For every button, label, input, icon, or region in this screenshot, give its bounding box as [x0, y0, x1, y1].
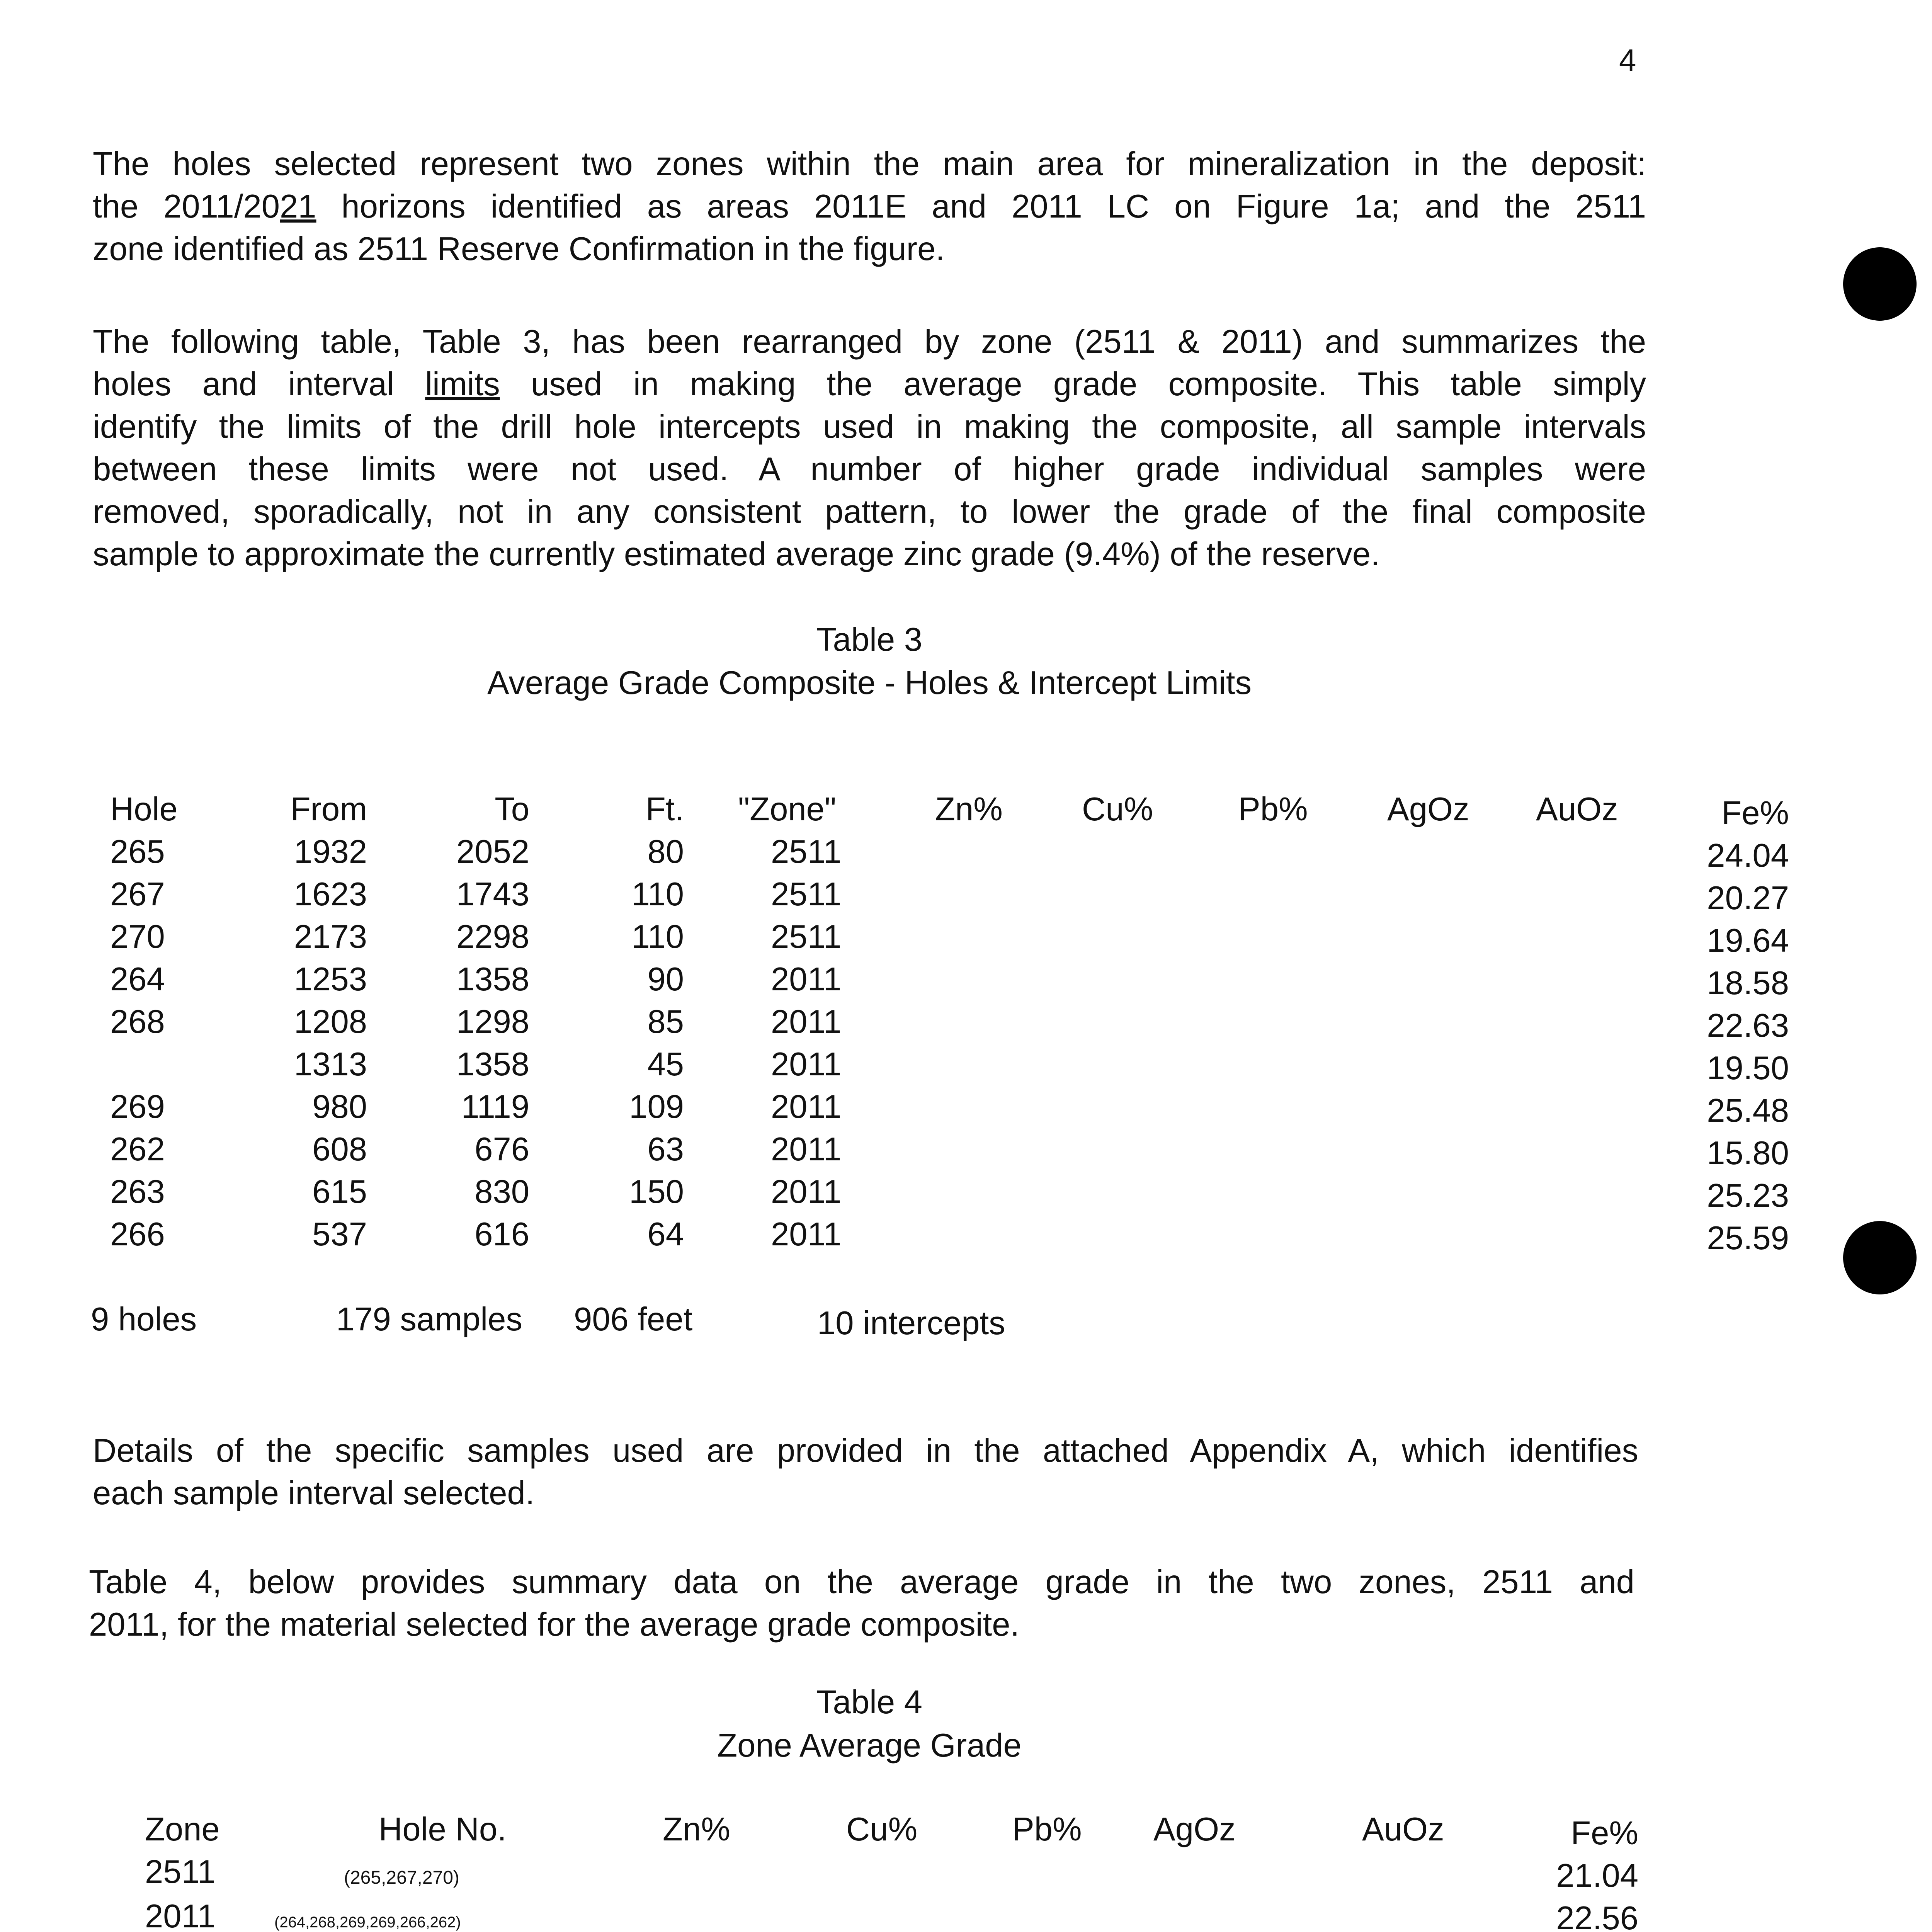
ft-cell: 150 — [629, 1173, 684, 1210]
fe-cell: 24.04 — [1707, 837, 1789, 874]
t4-holes-cell: (265,267,270) — [344, 1867, 459, 1888]
col-header-zone: "Zone" — [738, 791, 837, 828]
text-line: zone identified as 2511 Reserve Confirmation in the figure. — [93, 231, 945, 267]
from-cell: 615 — [312, 1173, 367, 1210]
zone-cell: 2011 — [771, 1088, 842, 1125]
text-line: identify the limits of the drill hole intercepts used in making the composite, all sample intervals — [93, 408, 1646, 445]
fe-cell: 19.50 — [1707, 1050, 1789, 1087]
intro-paragraph — [93, 143, 1646, 270]
hole-cell: 268 — [110, 1003, 165, 1040]
t4-header-auoz: AuOz — [1362, 1811, 1444, 1848]
to-cell: 676 — [474, 1131, 529, 1168]
table4-title: Table 4 — [816, 1684, 923, 1721]
t4-header-pb: Pb% — [1012, 1811, 1082, 1848]
from-cell: 537 — [312, 1216, 367, 1253]
ft-cell: 64 — [647, 1216, 684, 1253]
zone-cell: 2011 — [771, 1131, 842, 1168]
text-line: removed, sporadically, not in any consistent pattern, to lower the grade of the final composite — [93, 493, 1646, 530]
text-line: the 2011/2021 horizons identified as areas 2011E and 2011 LC on Figure 1a; and the 2511 — [93, 188, 1646, 225]
fe-cell: 22.63 — [1707, 1007, 1789, 1044]
table3-subtitle: Average Grade Composite - Holes & Intercept Limits — [487, 665, 1252, 701]
table4 — [0, 1808, 1700, 1932]
ft-cell: 90 — [647, 961, 684, 998]
to-cell: 2052 — [456, 833, 529, 870]
zone-cell: 2011 — [771, 961, 842, 998]
summary-holes: 9 holes — [91, 1301, 197, 1338]
hole-cell: 262 — [110, 1131, 165, 1168]
page-number: 4 — [1619, 43, 1636, 77]
ft-cell: 45 — [647, 1046, 684, 1083]
t4-fe-cell: 21.04 — [1556, 1857, 1638, 1894]
zone-cell: 2011 — [771, 1216, 842, 1253]
col-header-auoz: AuOz — [1536, 791, 1618, 828]
to-cell: 1358 — [456, 961, 529, 998]
table4-caption — [0, 1681, 1739, 1767]
table4-description-paragraph — [89, 1561, 1634, 1646]
from-cell: 1623 — [294, 876, 367, 913]
summary-samples: 179 samples — [336, 1301, 522, 1338]
col-header-zn: Zn% — [935, 791, 1003, 828]
t4-header-cu: Cu% — [846, 1811, 918, 1848]
table4-subtitle: Zone Average Grade — [717, 1727, 1022, 1764]
table3-description-paragraph — [93, 321, 1646, 576]
hole-cell: 265 — [110, 833, 165, 870]
hole-cell: 267 — [110, 876, 165, 913]
from-cell: 980 — [312, 1088, 367, 1125]
ft-cell: 110 — [631, 876, 684, 913]
zone-cell: 2511 — [771, 918, 842, 955]
t4-fe-cell: 22.56 — [1556, 1900, 1638, 1932]
zone-cell: 2511 — [771, 833, 842, 870]
text-line: between these limits were not used. A number of higher grade individual samples were — [93, 451, 1646, 488]
to-cell: 2298 — [456, 918, 529, 955]
col-header-cu: Cu% — [1082, 791, 1153, 828]
to-cell: 1298 — [456, 1003, 529, 1040]
text-line: Details of the specific samples used are provided in the attached Appendix A, which identifies — [93, 1432, 1638, 1469]
binder-hole — [1843, 247, 1917, 321]
ft-cell: 109 — [629, 1088, 684, 1125]
col-header-agoz: AgOz — [1387, 791, 1469, 828]
t4-zone-cell: 2511 — [145, 1854, 216, 1890]
zone-cell: 2011 — [771, 1003, 842, 1040]
ft-cell: 80 — [647, 833, 684, 870]
fe-cell: 25.48 — [1707, 1092, 1789, 1129]
to-cell: 616 — [474, 1216, 529, 1253]
from-cell: 1208 — [294, 1003, 367, 1040]
binder-hole — [1843, 1221, 1917, 1294]
col-header-to: To — [495, 791, 529, 828]
hole-cell: 264 — [110, 961, 165, 998]
text-line: The following table, Table 3, has been rearranged by zone (2511 & 2011) and summarizes the — [93, 323, 1646, 360]
table3 — [0, 788, 1816, 1368]
col-header-from: From — [290, 791, 367, 828]
from-cell: 608 — [312, 1131, 367, 1168]
to-cell: 1743 — [456, 876, 529, 913]
t4-header-hole-no: Hole No. — [379, 1811, 507, 1848]
text-line: holes and interval limits used in making the average grade composite. This table simply — [93, 366, 1646, 403]
from-cell: 1932 — [294, 833, 367, 870]
text-line: sample to approximate the currently estimated average zinc grade (9.4%) of the reserve. — [93, 536, 1380, 573]
zone-cell: 2011 — [771, 1173, 842, 1210]
t4-header-zn: Zn% — [663, 1811, 730, 1848]
t4-header-fe: Fe% — [1571, 1815, 1638, 1852]
hole-cell: 270 — [110, 918, 165, 955]
text-line: 2011, for the material selected for the average grade composite. — [89, 1606, 1020, 1643]
summary-feet: 906 feet — [574, 1301, 693, 1338]
to-cell: 830 — [474, 1173, 529, 1210]
col-header-ft: Ft. — [645, 791, 684, 828]
ft-cell: 63 — [647, 1131, 684, 1168]
from-cell: 2173 — [294, 918, 367, 955]
zone-cell: 2011 — [771, 1046, 842, 1083]
table3-caption — [0, 618, 1739, 705]
to-cell: 1358 — [456, 1046, 529, 1083]
col-header-pb: Pb% — [1238, 791, 1308, 828]
fe-cell: 20.27 — [1707, 880, 1789, 917]
from-cell: 1313 — [294, 1046, 367, 1083]
fe-cell: 25.59 — [1707, 1220, 1789, 1257]
col-header-hole: Hole — [110, 791, 178, 828]
table3-title: Table 3 — [816, 621, 923, 658]
summary-intercepts: 10 intercepts — [817, 1305, 1005, 1342]
to-cell: 1119 — [461, 1088, 529, 1125]
ft-cell: 110 — [631, 918, 684, 955]
t4-holes-cell: (264,268,269,269,266,262) — [274, 1914, 461, 1931]
t4-header-zone: Zone — [145, 1811, 220, 1848]
fe-cell: 19.64 — [1707, 922, 1789, 959]
fe-cell: 15.80 — [1707, 1135, 1789, 1172]
t4-header-agoz: AgOz — [1153, 1811, 1236, 1848]
text-line: each sample interval selected. — [93, 1475, 535, 1512]
fe-cell: 18.58 — [1707, 965, 1789, 1002]
hole-cell: 269 — [110, 1088, 165, 1125]
text-line: The holes selected represent two zones within the main area for mineralization in the deposit: — [93, 146, 1646, 182]
from-cell: 1253 — [294, 961, 367, 998]
col-header-fe: Fe% — [1721, 795, 1789, 832]
appendix-paragraph — [93, 1430, 1638, 1515]
t4-zone-cell: 2011 — [145, 1898, 216, 1932]
fe-cell: 25.23 — [1707, 1177, 1789, 1214]
zone-cell: 2511 — [771, 876, 842, 913]
hole-cell: 266 — [110, 1216, 165, 1253]
hole-cell: 263 — [110, 1173, 165, 1210]
text-line: Table 4, below provides summary data on the average grade in the two zones, 2511 and — [89, 1564, 1634, 1600]
ft-cell: 85 — [647, 1003, 684, 1040]
